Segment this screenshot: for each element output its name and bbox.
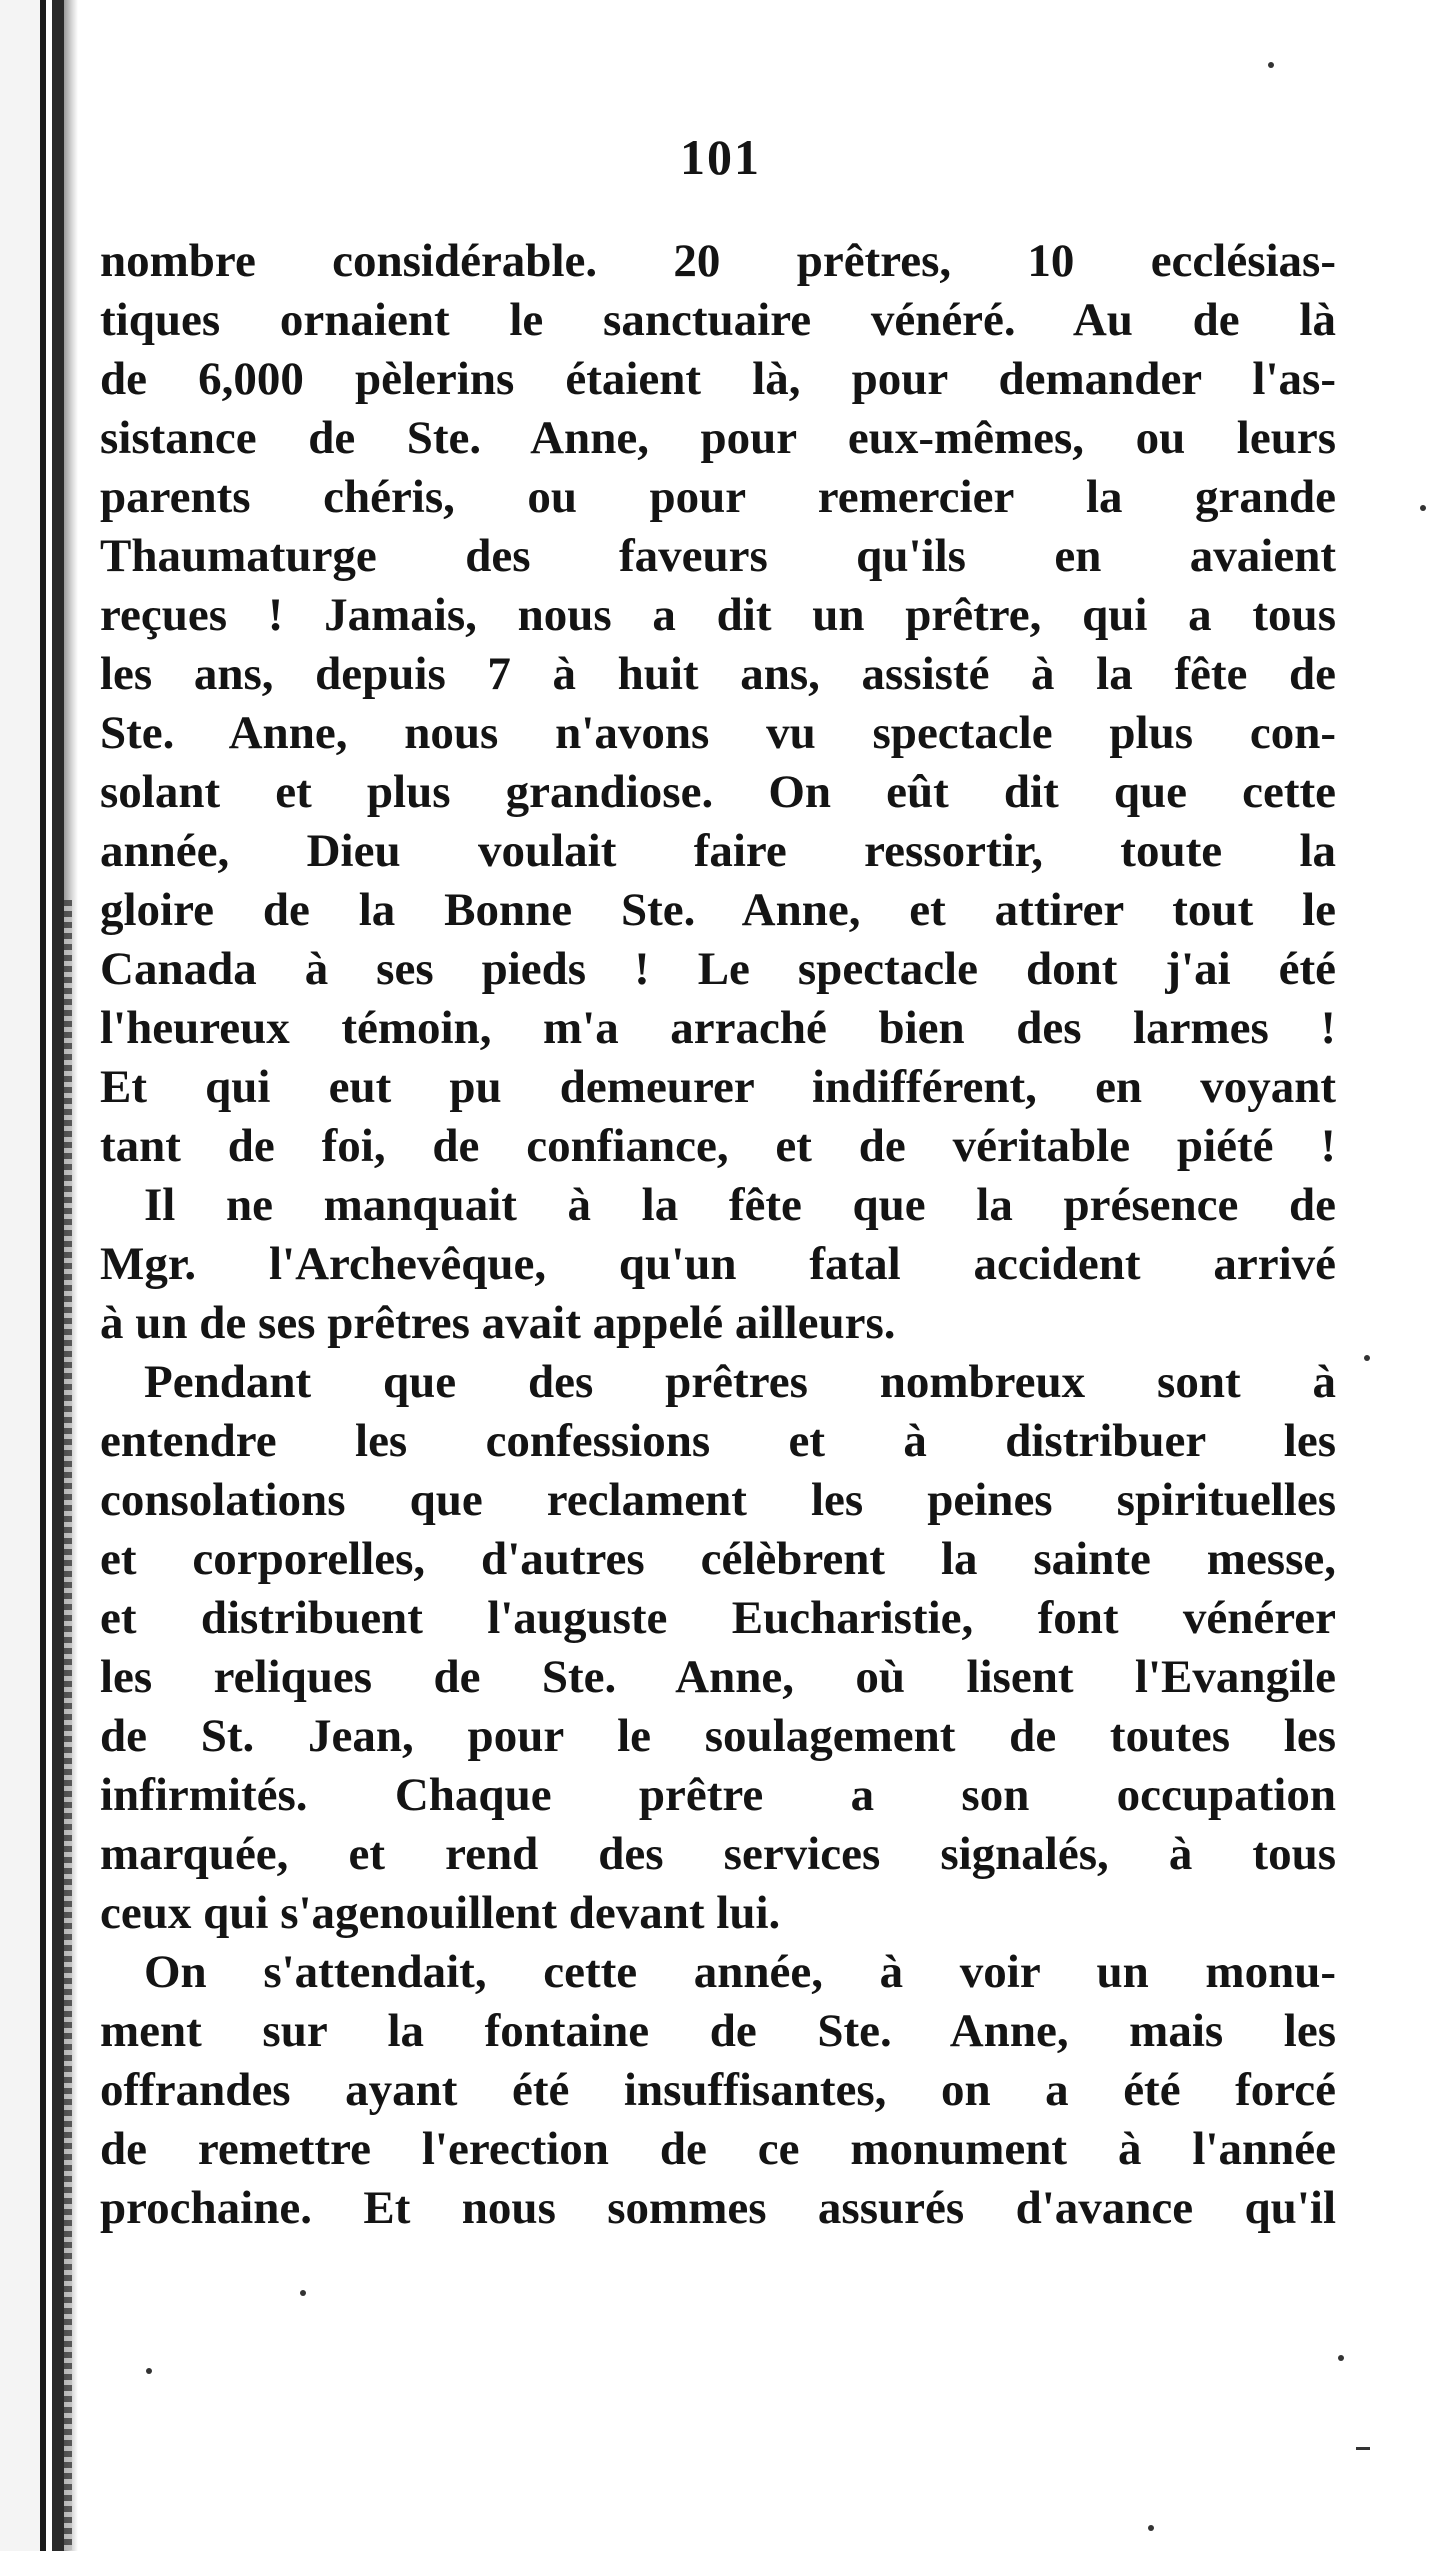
text-line: Et qui eut pu demeurer indifférent, en voyant <box>100 1061 1336 1113</box>
text-line: ment sur la fontaine de Ste. Anne, mais les <box>100 2005 1336 2057</box>
scan-speck <box>1364 1355 1370 1361</box>
text-line: et distribuent l'auguste Eucharistie, font vénérer <box>100 1592 1336 1644</box>
text-line: de St. Jean, pour le soulagement de toutes les <box>100 1710 1336 1762</box>
text-line: parents chéris, ou pour remercier la grande <box>100 471 1336 523</box>
text-line: Mgr. l'Archevêque, qu'un fatal accident arrivé <box>100 1238 1336 1290</box>
text-line: infirmités. Chaque prêtre a son occupation <box>100 1769 1336 1821</box>
scan-mark <box>1356 2447 1370 2450</box>
text-line: marquée, et rend des services signalés, à tous <box>100 1828 1336 1880</box>
paragraph <box>100 232 1336 1176</box>
text-line: Il ne manquait à la fête que la présence de <box>144 1179 1336 1231</box>
scan-speck <box>1420 505 1426 511</box>
text-line: tiques ornaient le sanctuaire vénéré. Au de là <box>100 294 1336 346</box>
text-line: gloire de la Bonne Ste. Anne, et attirer tout le <box>100 884 1336 936</box>
text-line: Ste. Anne, nous n'avons vu spectacle plus con- <box>100 707 1336 759</box>
page-body-text <box>100 232 1336 2238</box>
text-line: entendre les confessions et à distribuer les <box>100 1415 1336 1467</box>
text-line: Canada à ses pieds ! Le spectacle dont j'ai été <box>100 943 1336 995</box>
book-binding-edge <box>0 0 78 2551</box>
paragraph <box>100 1353 1336 1943</box>
text-line: offrandes ayant été insuffisantes, on a été forcé <box>100 2064 1336 2116</box>
paragraph <box>100 1176 1336 1353</box>
text-line: l'heureux témoin, m'a arraché bien des larmes ! <box>100 1002 1336 1054</box>
scan-speck <box>300 2290 306 2296</box>
paragraph <box>100 1943 1336 2238</box>
scan-speck <box>1268 62 1274 68</box>
scan-speck <box>1338 2355 1344 2361</box>
text-line: prochaine. Et nous sommes assurés d'avance qu'il <box>100 2182 1336 2234</box>
text-line: nombre considérable. 20 prêtres, 10 ecclésias- <box>100 235 1336 287</box>
text-line: reçues ! Jamais, nous a dit un prêtre, qui a tous <box>100 589 1336 641</box>
scan-speck <box>1148 2525 1154 2531</box>
text-line: On s'attendait, cette année, à voir un monu- <box>144 1946 1336 1998</box>
text-line: Thaumaturge des faveurs qu'ils en avaient <box>100 530 1336 582</box>
text-line: les ans, depuis 7 à huit ans, assisté à la fête de <box>100 648 1336 700</box>
text-line: consolations que reclament les peines spirituelles <box>100 1474 1336 1526</box>
text-line: les reliques de Ste. Anne, où lisent l'Evangile <box>100 1651 1336 1703</box>
text-line: sistance de Ste. Anne, pour eux-mêmes, ou leurs <box>100 412 1336 464</box>
scan-speck <box>146 2368 152 2374</box>
text-line: de remettre l'erection de ce monument à l'année <box>100 2123 1336 2175</box>
text-line: Pendant que des prêtres nombreux sont à <box>144 1356 1336 1408</box>
text-line: tant de foi, de confiance, et de véritable piété ! <box>100 1120 1336 1172</box>
text-line: et corporelles, d'autres célèbrent la sainte messe, <box>100 1533 1336 1585</box>
page-number: 101 <box>680 129 761 185</box>
text-line: solant et plus grandiose. On eût dit que cette <box>100 766 1336 818</box>
text-line: ceux qui s'agenouillent devant lui. <box>100 1887 781 1939</box>
text-line: à un de ses prêtres avait appelé ailleurs. <box>100 1297 896 1349</box>
text-line: de 6,000 pèlerins étaient là, pour demander l'as- <box>100 353 1336 405</box>
text-line: année, Dieu voulait faire ressortir, toute la <box>100 825 1336 877</box>
